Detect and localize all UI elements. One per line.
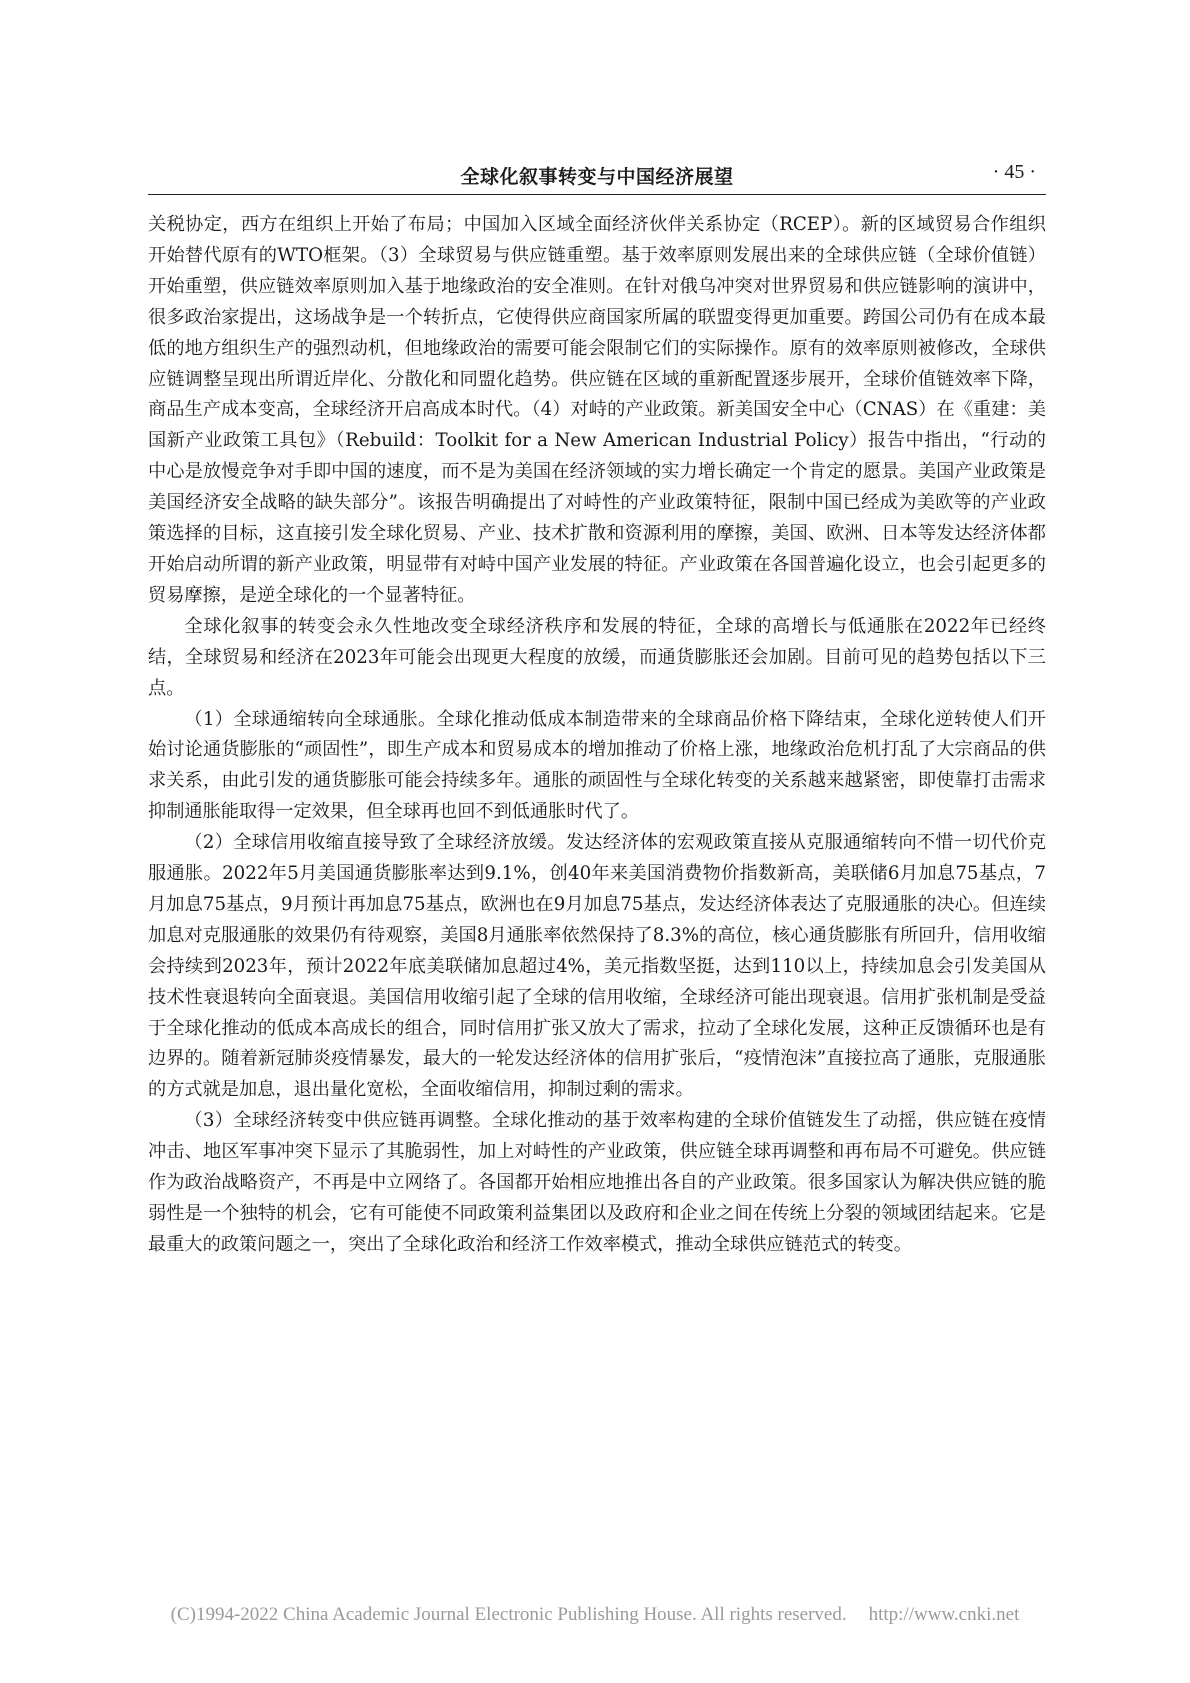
page-number: · 45 · xyxy=(992,161,1036,183)
paragraph: 全球化叙事的转变会永久性地改变全球经济秩序和发展的特征，全球的高增长与低通胀在2022年已经终结，全球贸易和经济在2023年可能会出现更大程度的放缓，而通货膨胀还会加剧。目前可见的趋势包括以下三点。 xyxy=(148,615,1046,699)
running-title: 全球化叙事转变与中国经济展望 xyxy=(460,166,734,188)
page-header xyxy=(148,158,1046,195)
copyright-footer xyxy=(0,1604,1190,1626)
paragraph: （3）全球经济转变中供应链再调整。全球化推动的基于效率构建的全球价值链发生了动摇，供应链在疫情冲击、地区军事冲突下显示了其脆弱性，加上对峙性的产业政策，供应链全球再调整和再布局不可避免。供应链作为政治战略资产，不再是中立网络了。各国都开始相应地推出各自的产业政策。很多国家认为解决供应链的脆弱性是一个独特的机会，它有可能使不同政策利益集团以及政府和企业之间在传统上分裂的领域团结起来。它是最重大的政策问题之一，突出了全球化政治和经济工作效率模式，推动全球供应链范式的转变。 xyxy=(148,1110,1046,1255)
article-body xyxy=(148,210,1046,1261)
paragraph: 关税协定，西方在组织上开始了布局；中国加入区域全面经济伙伴关系协定（RCEP）。新的区域贸易合作组织开始替代原有的WTO框架。（3）全球贸易与供应链重塑。基于效率原则发展出来的全球供应链（全球价值链）开始重塑，供应链效率原则加入基于地缘政治的安全准则。在针对俄乌冲突对世界贸易和供应链影响的演讲中，很多政治家提出，这场战争是一个转折点，它使得供应商国家所属的联盟变得更加重要。跨国公司仍有在成本最低的地方组织生产的强烈动机，但地缘政治的需要可能会限制它们的实际操作。原有的效率原则被修改，全球供应链调整呈现出所谓近岸化、分散化和同盟化趋势。供应链在区域的重新配置逐步展开，全球价值链效率下降，商品生产成本变高，全球经济开启高成本时代。（4）对峙的产业政策。新美国安全中心（CNAS）在《重建：美国新产业政策工具包》（Rebuild：Toolkit for a New American Industrial Policy）报告中指出，“行动的中心是放慢竞争对手即中国的速度，而不是为美国在经济领域的实力增长确定一个肯定的愿景。美国产业政策是美国经济安全战略的缺失部分”。该报告明确提出了对峙性的产业政策特征，限制中国已经成为美欧等的产业政策选择的目标，这直接引发全球化贸易、产业、技术扩散和资源利用的摩擦，美国、欧洲、日本等发达经济体都开始启动所谓的新产业政策，明显带有对峙中国产业发展的特征。产业政策在各国普遍化设立，也会引起更多的贸易摩擦，是逆全球化的一个显著特征。 xyxy=(148,214,1046,606)
paragraph: （1）全球通缩转向全球通胀。全球化推动低成本制造带来的全球商品价格下降结束，全球化逆转使人们开始讨论通货膨胀的“顽固性”，即生产成本和贸易成本的增加推动了价格上涨，地缘政治危机打乱了大宗商品的供求关系，由此引发的通货膨胀可能会持续多年。通胀的顽固性与全球化转变的关系越来越紧密，即使靠打击需求抑制通胀能取得一定效果，但全球再也回不到低通胀时代了。 xyxy=(148,708,1046,823)
copyright-text: (C)1994-2022 China Academic Journal Electronic Publishing House. All rights reserved. xyxy=(170,1604,847,1625)
paragraph: （2）全球信用收缩直接导致了全球经济放缓。发达经济体的宏观政策直接从克服通缩转向不惜一切代价克服通胀。2022年5月美国通货膨胀率达到9.1%，创40年来美国消费物价指数新高，美联储6月加息75基点，7月加息75基点，9月预计再加息75基点，欧洲也在9月加息75基点，发达经济体表达了克服通胀的决心。但连续加息对克服通胀的效果仍有待观察，美国8月通胀率依然保持了8.3%的高位，核心通货膨胀有所回升，信用收缩会持续到2023年，预计2022年底美联储加息超过4%，美元指数坚挺，达到110以上，持续加息会引发美国从技术性衰退转向全面衰退。美国信用收缩引起了全球的信用收缩，全球经济可能出现衰退。信用扩张机制是受益于全球化推动的低成本高成长的组合，同时信用扩张又放大了需求，拉动了全球化发展，这种正反馈循环也是有边界的。随着新冠肺炎疫情暴发，最大的一轮发达经济体的信用扩张后，“疫情泡沫”直接拉高了通胀，克服通胀的方式就是加息，退出量化宽松，全面收缩信用，抑制过剩的需求。 xyxy=(148,832,1046,1101)
footer-url[interactable]: http://www.cnki.net xyxy=(868,1604,1020,1625)
